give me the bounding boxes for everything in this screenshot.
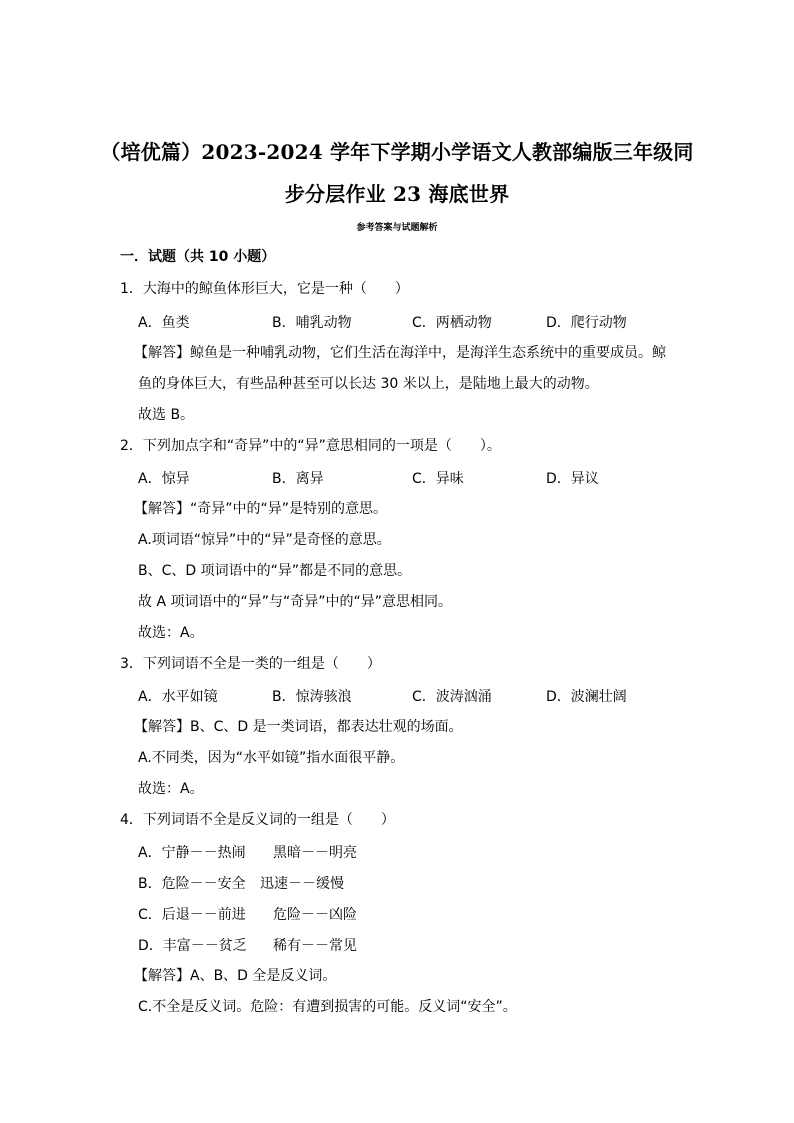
question-2-option-b: B．离异 bbox=[272, 471, 324, 487]
question-2-option-c: C．异味 bbox=[412, 471, 464, 487]
question-3-answer-line-2: A.不同类，因为“水平如镜”指水面很平静。 bbox=[138, 750, 405, 766]
question-2-option-a: A．惊异 bbox=[138, 471, 190, 487]
question-4-stem: 4．下列词语不全是反义词的一组是（ ） bbox=[120, 812, 395, 828]
question-3-option-b: B．惊涛骇浪 bbox=[272, 689, 352, 705]
question-2-answer-line-2: A.项词语“惊异”中的“异”是奇怪的意思。 bbox=[138, 532, 391, 548]
question-1-option-a: A．鱼类 bbox=[138, 315, 190, 331]
question-1-answer-line-1: 【解答】鲸鱼是一种哺乳动物，它们生活在海洋中，是海洋生态系统中的重要成员。鲸 bbox=[134, 345, 666, 361]
page-subtitle: 参考答案与试题解析 bbox=[356, 223, 438, 233]
question-1-choice: 故选 B。 bbox=[138, 407, 195, 423]
page-title-line-2: 步分层作业 23 海底世界 bbox=[284, 182, 510, 206]
question-4-option-a-second: 黑暗－－明亮 bbox=[273, 845, 357, 861]
question-2-stem: 2．下列加点字和“奇异”中的“异”意思相同的一项是（ ）。 bbox=[120, 438, 501, 454]
question-4-option-d-first: D．丰富－－贫乏 bbox=[138, 938, 247, 954]
page-title-line-1: （培优篇）2023-2024 学年下学期小学语文人教部编版三年级同 bbox=[100, 140, 694, 164]
question-4-answer-line-1: 【解答】A、B、D 全是反义词。 bbox=[134, 968, 337, 984]
question-1-stem: 1．大海中的鲸鱼体形巨大，它是一种（ ） bbox=[120, 281, 409, 297]
question-4-option-a-first: A．宁静－－热闹 bbox=[138, 845, 246, 861]
question-2-option-d: D．异议 bbox=[546, 471, 599, 487]
question-2-choice: 故选：A。 bbox=[138, 625, 204, 641]
question-4-option-c-second: 危险－－凶险 bbox=[273, 907, 357, 923]
question-2-answer-line-1: 【解答】“奇异”中的“异”是特别的意思。 bbox=[134, 501, 388, 517]
question-1-option-d: D．爬行动物 bbox=[546, 315, 627, 331]
question-4-option-d-second: 稀有－－常见 bbox=[273, 938, 357, 954]
question-3-answer-line-1: 【解答】B、C、D 是一类词语，都表达壮观的场面。 bbox=[134, 719, 463, 735]
question-1-answer-line-2: 鱼的身体巨大，有些品种甚至可以长达 30 米以上，是陆地上最大的动物。 bbox=[138, 376, 599, 392]
question-2-answer-line-4: 故 A 项词语中的“异”与“奇异”中的“异”意思相同。 bbox=[138, 594, 452, 610]
question-3-option-a: A．水平如镜 bbox=[138, 689, 218, 705]
question-4-option-b-first: B．危险－－安全 bbox=[138, 876, 246, 892]
question-3-choice: 故选：A。 bbox=[138, 781, 204, 797]
question-4-option-b-second: 迅速－－缓慢 bbox=[260, 876, 344, 892]
question-2-answer-line-3: B、C、D 项词语中的“异”都是不同的意思。 bbox=[138, 563, 412, 579]
question-3-option-d: D．波澜壮阔 bbox=[546, 689, 627, 705]
question-1-option-b: B．哺乳动物 bbox=[272, 315, 352, 331]
question-4-option-c-first: C．后退－－前进 bbox=[138, 907, 246, 923]
question-3-option-c: C．波涛汹涌 bbox=[412, 689, 492, 705]
question-3-stem: 3．下列词语不全是一类的一组是（ ） bbox=[120, 656, 381, 672]
question-4-answer-line-2: C.不全是反义词。危险：有遭到损害的可能。反义词“安全”。 bbox=[138, 999, 517, 1015]
section-heading: 一．试题（共 10 小题） bbox=[120, 249, 276, 265]
question-1-option-c: C．两栖动物 bbox=[412, 315, 492, 331]
